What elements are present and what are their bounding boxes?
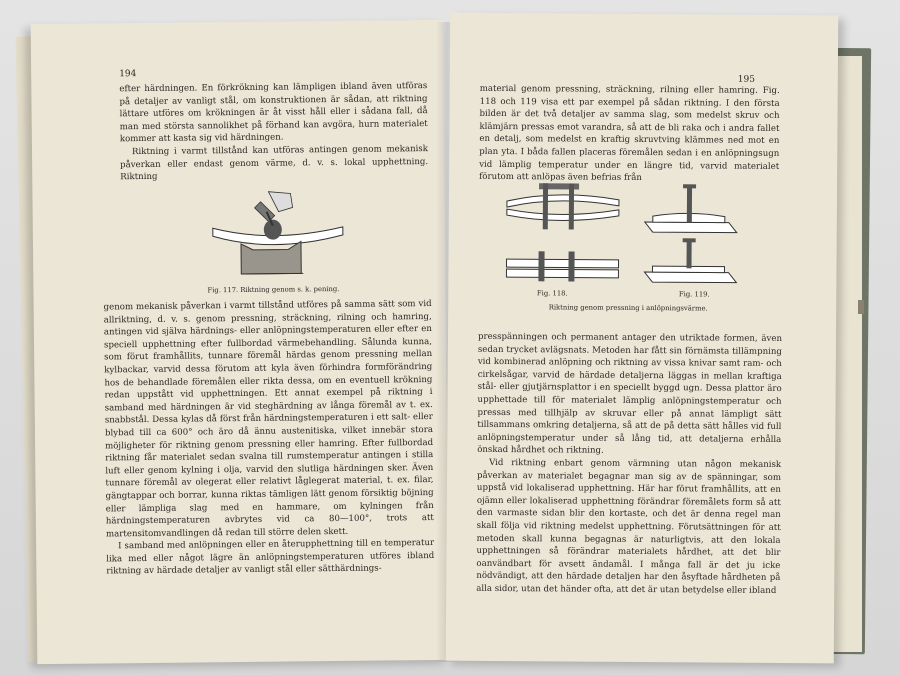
figure-118-119-illustration	[498, 175, 749, 298]
figure-label: Fig. 119.	[678, 290, 710, 299]
paragraph-text: Riktning i varmt tillstånd kan utföras antingen genom mekanisk påverkan eller endast genom värme, d. v. s. lokal upphettning. Riktning	[120, 143, 429, 183]
page-number: 195	[737, 74, 756, 85]
paragraph-text: efter härdningen. En förkrökning kan lämpligen ibland även utföras på detaljer av vanligt stål, om konstruktionen är sådan, att riktning lättare utföres om krökningen är åt visst håll eller i sådana fall, då man med största sannolikhet på förhand kan avgöra, hurn materialet kommer att kasta sig vid härdningen.	[119, 81, 428, 145]
paragraph-text: genom mekanisk påverkan i varmt tillstånd utföres på samma sätt som vid allriktning, d. v. s. genom pressning, sträckning, rilning och hamring, antingen vid själva härdnings- eller anlöpningstemperaturen eller efter en speciell upphettning efter fullbordad värmebehandling. Sålunda kunna, som förut framhållits, tunnare föremål härdas genom pressning mellan kylbackar, varvid dessa förutom att kyla även förhindra formförändring hos de behandlade föremålen eller rikta dessa, om en eventuell krökning redan uppstått vid upphettningen. Ett annat exempel på riktning i samband med härdningen är vid steghärdning av långa föremål av t. ex. snabbstål. Dessa kylas då först från härdningstemperaturen i ett salt- eller blybad till ca 600° och äro då ännu austenitiska, vilket innebär stora möjligheter för riktning genom pressning eller hamring. Efter fullbordad riktning får materialet sedan svalna till rumstemperatur antingen i stilla luft eller genom kylning i olja, varvid den slutliga härdningen sker. Även tunnare föremål av olegerat eller relativt låglegerat material, t. ex. filar, gängtappar och borrar, kunna riktas tämligen lätt genom försiktig böjning eller lämpliga slag med en hammare, om kylningen från härdningstemperaturen avbrytes vid ca 80—100°, trots att martensitomvandlingen då redan till större delen skett.	[103, 298, 434, 540]
right-page	[446, 13, 839, 664]
paragraph-text: I samband med anlöpningen eller en återupphettning till en temperatur lika med eller något lägre än anlöpningstemperaturen utföres ibland riktning av härdade detaljer av vanligt stål eller sätthärdnings-	[106, 538, 435, 577]
bookmark-tab	[858, 300, 864, 314]
paragraph	[119, 80, 428, 184]
left-page	[31, 20, 450, 664]
figure-caption: Riktning genom pressning i anlöpningsvärme.	[548, 303, 708, 313]
paragraph	[476, 331, 782, 598]
paragraph-text: material genom pressning, sträckning, rilning eller hamring. Fig. 118 och 119 visa ett par exempel på sådan riktning. I den första bilden är det två detaljer av samma slag, som medelst skruv och klämjärn pressas emot varandra, så att de bli raka och i andra fallet en detalj, som medelst en kraftig skruvtving klämmes ned mot en plan yta. I båda fallen placeras föremålen sedan i en anlöpningsugn vid lämplig temperatur under en längre tid, varvid materialet förutom att anlöpas även befrias från	[479, 83, 780, 184]
figure-label: Fig. 118.	[536, 289, 568, 298]
paragraph	[104, 298, 435, 578]
page-number: 194	[119, 69, 137, 80]
paragraph	[479, 83, 780, 186]
figure-caption: Fig. 117. Riktning genom s. k. pening.	[207, 284, 340, 295]
figure-117-illustration	[182, 181, 363, 283]
paragraph-text: presspänningen och permanent antager den utriktade formen, även sedan trycket avlägsnats. Metoden har fått sin förnämsta tillämpning vid kombinerad anlöpning och riktning av vissa knivar samt ram- och cirkelsågar, varvid de härdade detaljerna läggas in mellan kraftiga stål- eller gjutjärnsplattor i en speciellt byggd ugn. Dessa plattor äro upphettade till för materialet lämplig anlöpningstemperatur och pressas med tillhjälp av skruvar eller på annat lämpligt sätt tillsammans omkring detaljerna, så att de på detta sätt hålles vid full anlöpningstemperatur under så lång tid, att detaljerna erhålla önskad hårdhet och riktning.	[477, 331, 783, 457]
paragraph-text: Vid riktning enbart genom värmning utan någon mekanisk påverkan av materialet begagnar man sig av de spänningar, som uppstå vid lokaliserad upphettning. Här har förut framhållits, att en ojämn eller lokaliserad upphettning förändrar föremålets form så att den varmaste sidan blir den kortaste, och det är denna regel man skall följa vid riktning medelst upphettning. Förutsättningen för att metoden skall kunna begagnas är naturligtvis, att den lokala upphettningen så förändrar materialets hårdhet, att det blir oanvändbart för avsett ändamål. I många fall är det ju icke nödvändigt, att den härdade detaljen har den åsyftade hårdheten på alla sidor, utan det händer ofta, att det är utan betydelse eller ibland	[476, 457, 782, 596]
